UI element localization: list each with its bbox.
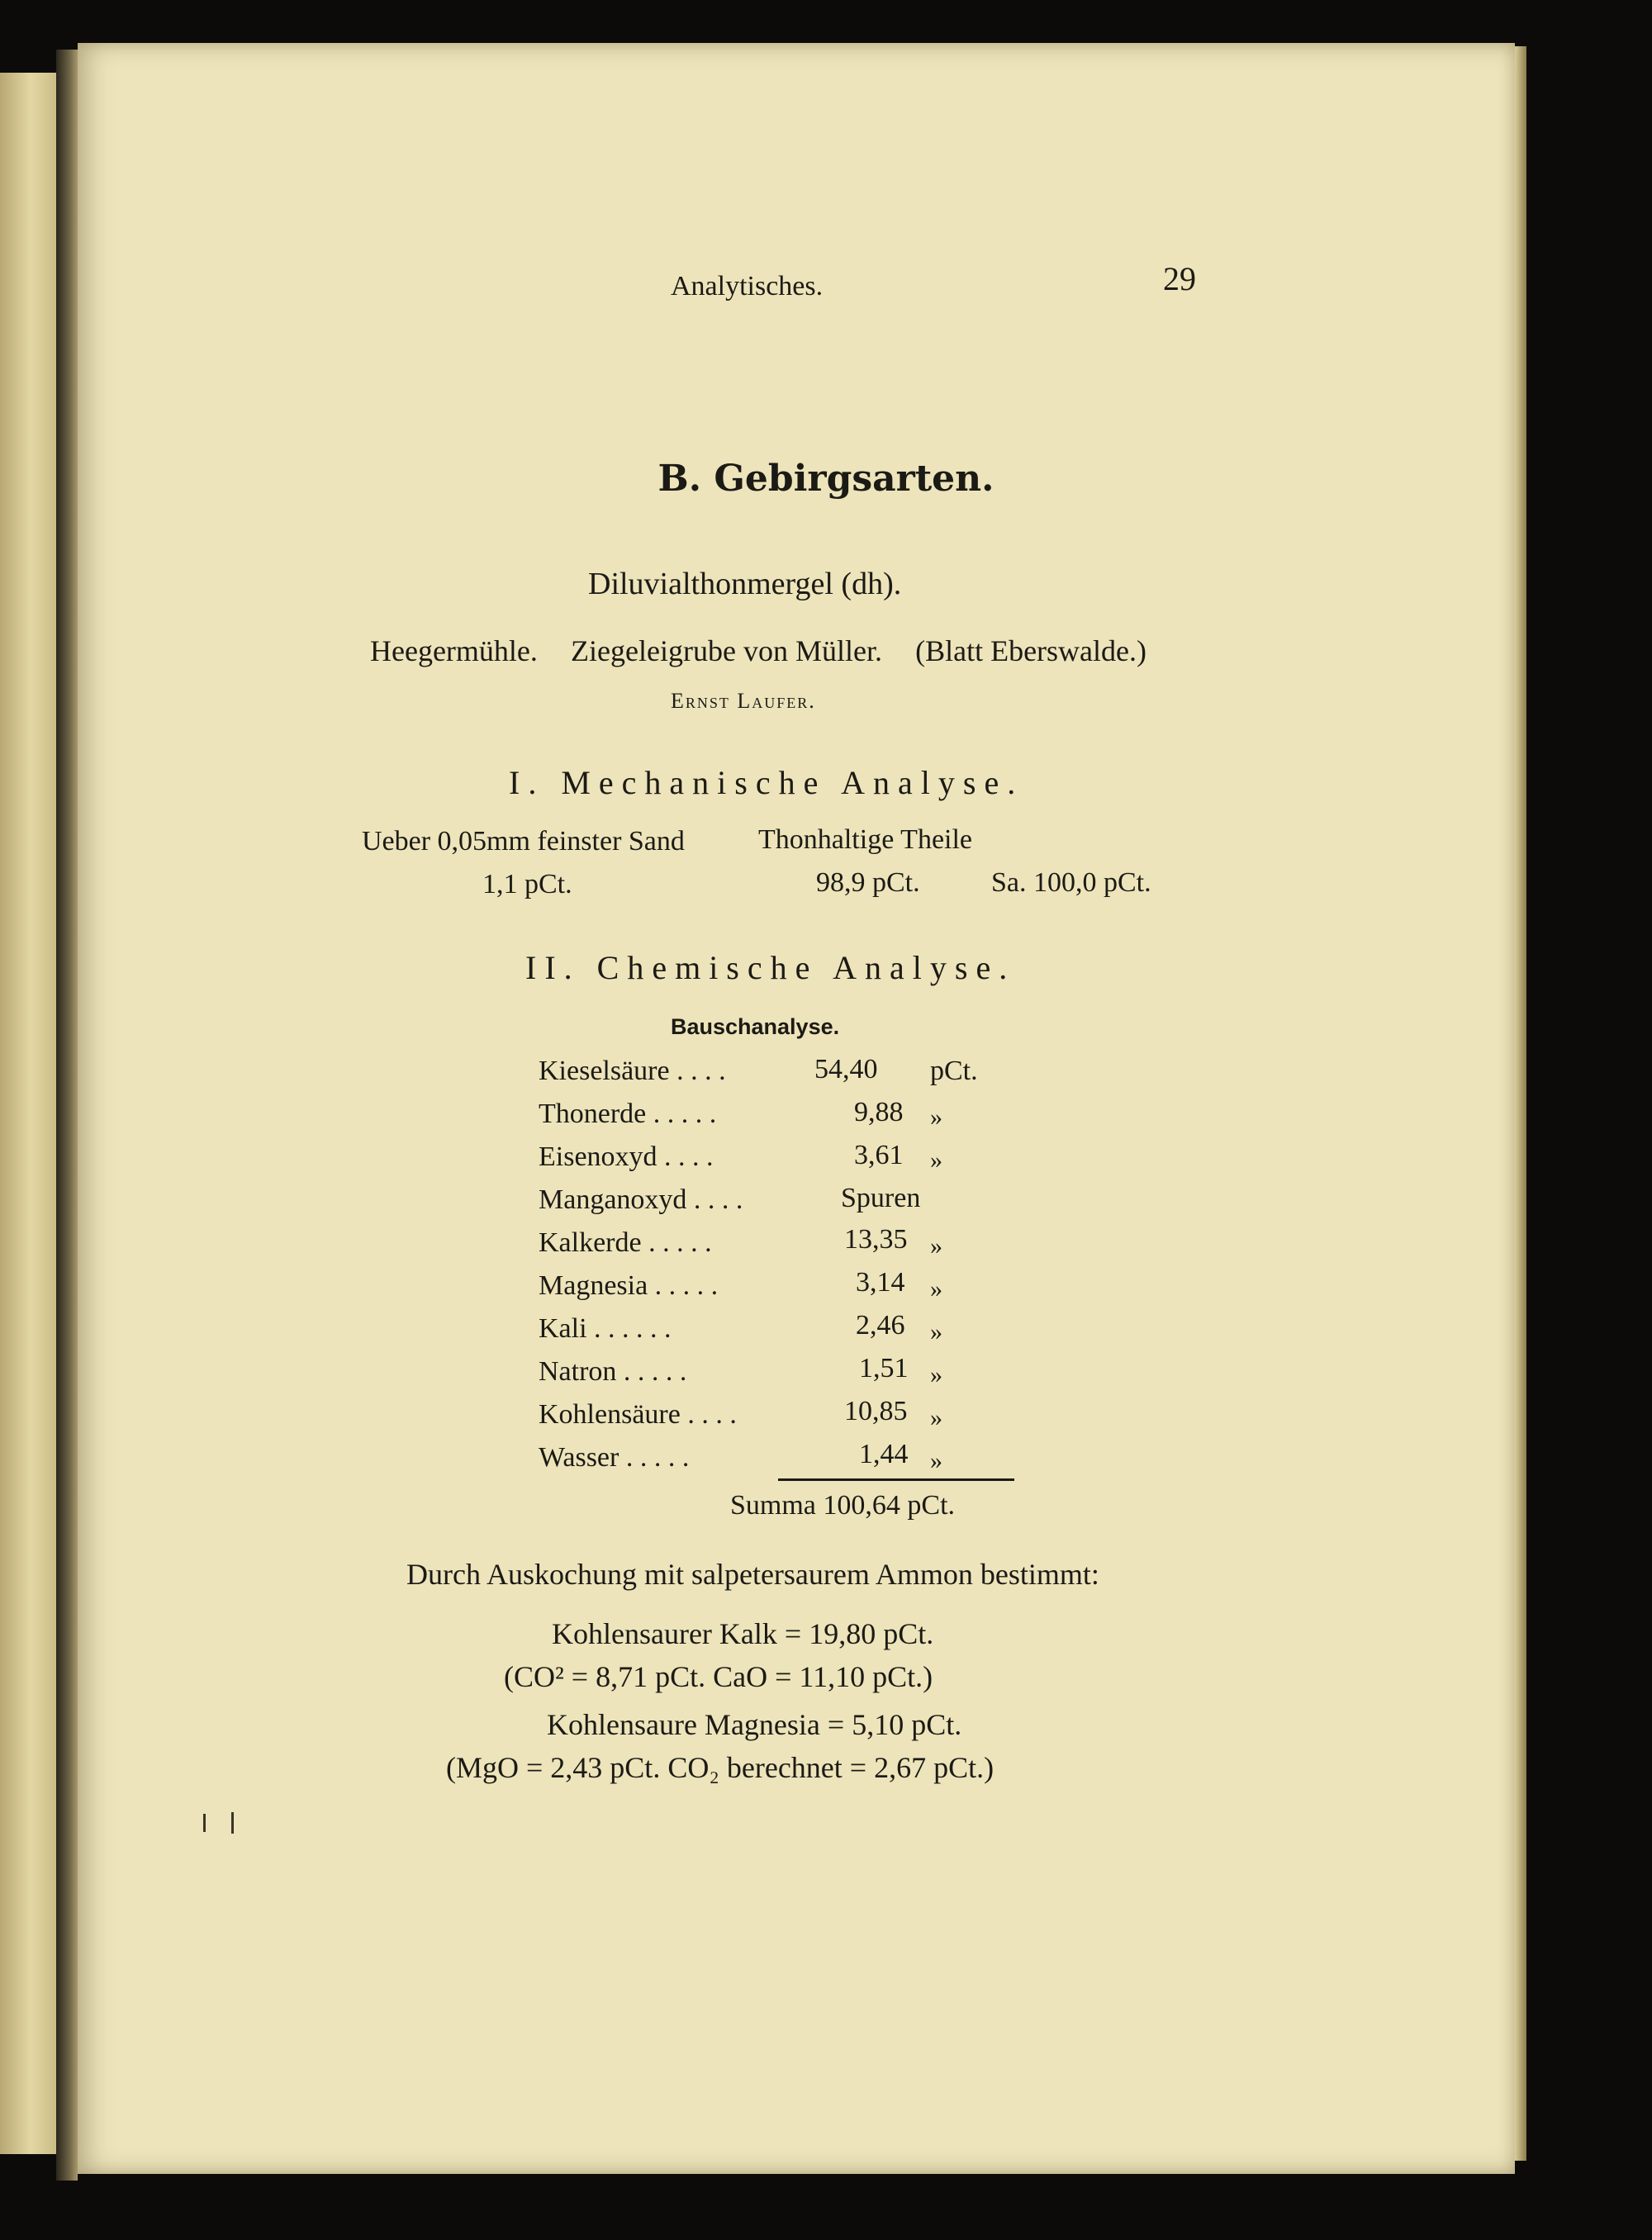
chemical-analysis-title: II. Chemische Analyse. bbox=[525, 949, 1016, 986]
table-row-unit: » bbox=[930, 1146, 942, 1174]
running-head: Analytisches. bbox=[671, 271, 824, 301]
table-row-label: Thonerde . . . . . bbox=[539, 1099, 717, 1129]
table-row-value: 10,85 bbox=[844, 1396, 908, 1426]
ink-speck bbox=[203, 1814, 206, 1832]
table-row-unit: » bbox=[930, 1232, 942, 1260]
mechanical-col-sand-value: 1,1 pCt. bbox=[482, 869, 572, 899]
carbonate-intro: Durch Auskochung mit salpetersaurem Ammon bestimmt: bbox=[406, 1558, 1099, 1591]
location-line bbox=[370, 636, 1146, 666]
table-row-value: 9,88 bbox=[854, 1097, 904, 1127]
table-row-unit: pCt. bbox=[930, 1056, 978, 1086]
location-place: Heegermühle. bbox=[370, 634, 538, 667]
page-number: 29 bbox=[1163, 260, 1196, 297]
table-row-label: Magnesia . . . . . bbox=[539, 1270, 719, 1301]
mechanical-col-clay-value: 98,9 pCt. bbox=[816, 867, 920, 898]
table-row-value: 2,46 bbox=[856, 1310, 905, 1341]
table-row-value: 3,14 bbox=[856, 1267, 905, 1298]
table-row-label: Kohlensäure . . . . bbox=[539, 1399, 737, 1430]
table-row-unit: » bbox=[930, 1447, 942, 1474]
subsection-title: Diluvialthonmergel (dh). bbox=[588, 567, 902, 601]
table-row-unit: » bbox=[930, 1103, 942, 1131]
location-pit: Ziegeleigrube von Müller. bbox=[571, 634, 882, 667]
book-page bbox=[78, 43, 1515, 2174]
left-page-edge bbox=[0, 73, 56, 2154]
table-row-label: Kalkerde . . . . . bbox=[539, 1227, 712, 1258]
table-row-value: 1,51 bbox=[859, 1353, 909, 1383]
table-row-value: 3,61 bbox=[854, 1140, 904, 1170]
table-row-value: 54,40 bbox=[814, 1054, 878, 1084]
author: Ernst Laufer. bbox=[671, 689, 816, 713]
table-row-label: Manganoxyd . . . . bbox=[539, 1184, 743, 1215]
mechanical-col-clay-header: Thonhaltige Theile bbox=[758, 824, 973, 855]
table-row-label: Wasser . . . . . bbox=[539, 1442, 690, 1473]
table-row-unit: » bbox=[930, 1404, 942, 1431]
mechanical-col-sand-header: Ueber 0,05mm feinster Sand bbox=[362, 826, 685, 857]
table-row-value: 13,35 bbox=[844, 1224, 908, 1255]
mechanical-sum: Sa. 100,0 pCt. bbox=[991, 867, 1151, 898]
location-sheet: (Blatt Eberswalde.) bbox=[915, 634, 1146, 667]
table-row-label: Kieselsäure . . . . bbox=[539, 1056, 726, 1086]
table-row-label: Kali . . . . . . bbox=[539, 1313, 672, 1344]
table-row-label: Eisenoxyd . . . . bbox=[539, 1141, 714, 1172]
carbonate-magnesium: Kohlensaure Magnesia = 5,10 pCt. bbox=[547, 1708, 962, 1741]
carbonate-calcium: Kohlensaurer Kalk = 19,80 pCt. bbox=[552, 1617, 934, 1650]
mechanical-analysis-title: I. Mechanische Analyse. bbox=[509, 764, 1024, 801]
table-row-label: Natron . . . . . bbox=[539, 1356, 687, 1387]
sum-rule bbox=[778, 1478, 1014, 1481]
chemical-summa: Summa 100,64 pCt. bbox=[730, 1490, 956, 1521]
table-row-unit: » bbox=[930, 1318, 942, 1345]
section-title: B. Gebirgsarten. bbox=[657, 458, 995, 500]
carbonate-calcium-detail: (CO² = 8,71 pCt. CaO = 11,10 pCt.) bbox=[504, 1660, 933, 1693]
book-gutter bbox=[56, 50, 78, 2181]
table-row-unit: » bbox=[930, 1275, 942, 1303]
table-row-value: Spuren bbox=[841, 1183, 921, 1213]
bulk-analysis-heading: Bauschanalyse. bbox=[671, 1014, 840, 1039]
table-row-unit: » bbox=[930, 1361, 942, 1388]
ink-speck bbox=[231, 1812, 234, 1834]
table-row-value: 1,44 bbox=[859, 1439, 909, 1469]
page-edge bbox=[1515, 46, 1526, 2161]
carbonate-magnesium-detail: (MgO = 2,43 pCt. CO₂ berechnet = 2,67 pCt.) bbox=[446, 1751, 995, 1784]
